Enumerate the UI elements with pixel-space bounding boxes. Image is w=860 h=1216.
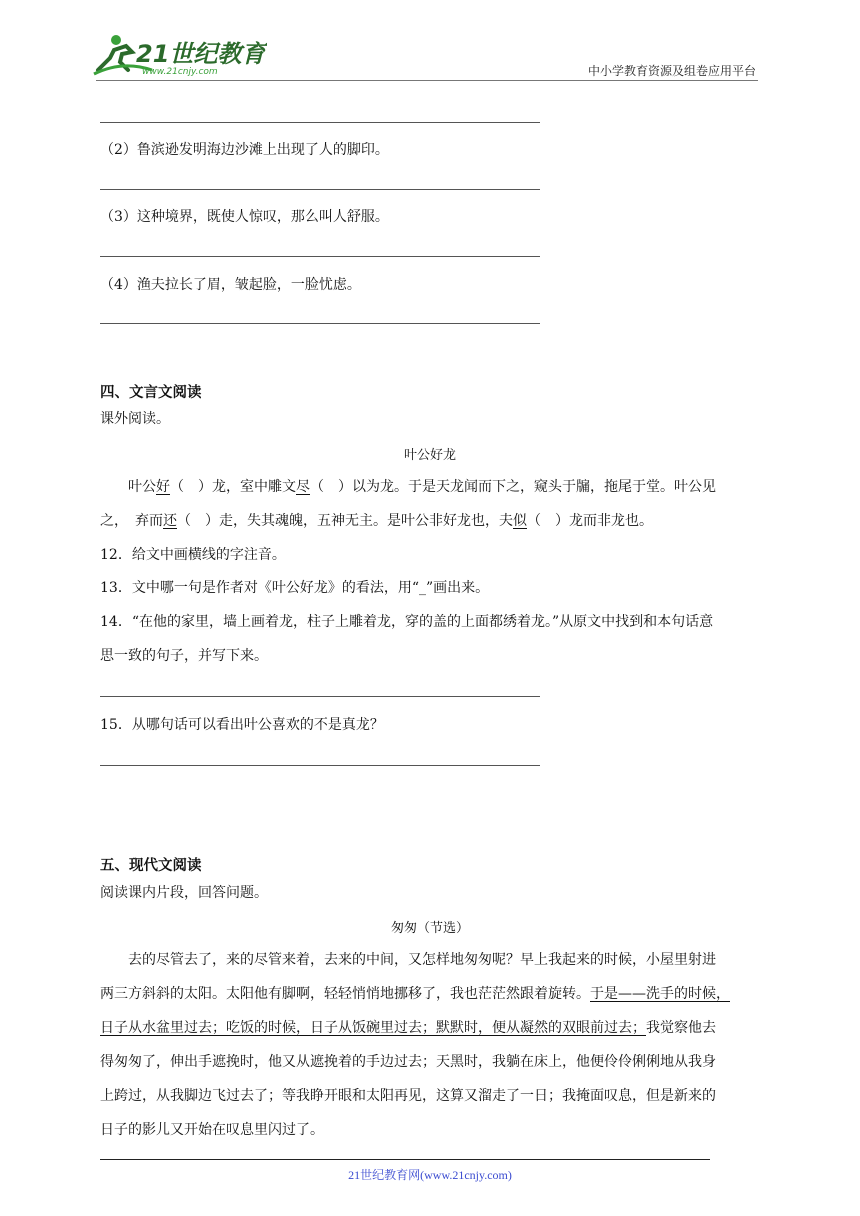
underlined-char: 似 (513, 513, 527, 529)
answer-line (100, 323, 540, 324)
underlined-sentence: 于是——洗手的时候， (590, 986, 730, 1002)
passage-line (100, 984, 730, 1004)
passage-text: 叶公 (128, 479, 156, 495)
logo-url-text: www.21cnjy.com (142, 67, 218, 77)
header-platform-text: 中小学教育资源及组卷应用平台 (587, 64, 756, 78)
passage-line (100, 1018, 716, 1038)
passage-line: 得匆匆了，伸出手遮挽时，他又从遮挽着的手边过去；天黑时，我躺在床上，他便伶伶俐俐地从我身 (100, 1054, 716, 1070)
passage-text: （ ）走，失其魂魄，五神无主。是叶公非好龙也，夫 (177, 513, 513, 529)
passage-title: 叶公好龙 (403, 448, 456, 463)
passage-title: 匆匆（节选） (390, 921, 469, 936)
site-logo (92, 30, 267, 78)
section-heading: 四、文言文阅读 (100, 385, 202, 401)
passage-text: 两三方斜斜的太阳。太阳他有脚啊，轻轻悄悄地挪移了，我也茫茫然跟着旋转。 (100, 986, 590, 1002)
question-14-cont: 思一致的句子，并写下来。 (100, 648, 268, 664)
passage-text: （ ）龙，室中雕文 (170, 479, 296, 495)
runner-logo-icon (92, 30, 267, 78)
answer-line (100, 696, 540, 697)
section-intro: 课外阅读。 (100, 411, 170, 427)
underlined-char: 还 (163, 513, 177, 529)
logo-text: 21世纪教育 (136, 40, 266, 68)
underlined-sentence: 日子从水盆里过去；吃饭的时候，日子从饭碗里过去；默默时，便从凝然的双眼前过去； (100, 1020, 646, 1036)
passage-text: 之， 弃而 (100, 513, 163, 529)
header-divider (96, 80, 758, 81)
passage-text: （ ）以为龙。于是天龙闻而下之，窥头于牖，拖尾于堂。叶公见 (310, 479, 716, 495)
answer-line (100, 765, 540, 766)
section-intro: 阅读课内片段，回答问题。 (100, 885, 268, 901)
footer-divider (100, 1159, 710, 1160)
answer-line (100, 122, 540, 123)
section-heading: 五、现代文阅读 (100, 858, 202, 874)
answer-line (100, 189, 540, 190)
sentence-item: （2）鲁滨逊发明海边沙滩上出现了人的脚印。 (100, 142, 389, 158)
passage-line (100, 511, 653, 531)
passage-line: 去的尽管去了，来的尽管来着，去来的中间，又怎样地匆匆呢？早上我起来的时候，小屋里射进 (128, 952, 716, 968)
underlined-char: 好 (156, 479, 170, 495)
sentence-item: （4）渔夫拉长了眉，皱起脸，一脸忧虑。 (100, 277, 361, 293)
sentence-item: （3）这种境界，既使人惊叹，那么叫人舒服。 (100, 209, 389, 225)
passage-line (128, 477, 716, 497)
question-15: 15．从哪句话可以看出叶公喜欢的不是真龙？ (100, 717, 384, 733)
passage-text: 我觉察他去 (646, 1020, 716, 1036)
footer-link[interactable]: 21世纪教育网(www.21cnjy.com) (348, 1168, 512, 1182)
passage-line: 日子的影儿又开始在叹息里闪过了。 (100, 1122, 324, 1138)
question-13: 13．文中哪一句是作者对《叶公好龙》的看法，用“_”画出来。 (100, 580, 490, 596)
passage-line: 上跨过，从我脚边飞过去了；等我睁开眼和太阳再见，这算又溜走了一日；我掩面叹息，但是新来的 (100, 1088, 716, 1104)
question-14: 14．“在他的家里，墙上画着龙，柱子上雕着龙，穿的盖的上面都绣着龙。”从原文中找到和本句话意 (100, 614, 714, 630)
passage-text: （ ）龙而非龙也。 (527, 513, 653, 529)
question-12: 12．给文中画横线的字注音。 (100, 547, 286, 563)
underlined-char: 尽 (296, 479, 310, 495)
answer-line (100, 256, 540, 257)
